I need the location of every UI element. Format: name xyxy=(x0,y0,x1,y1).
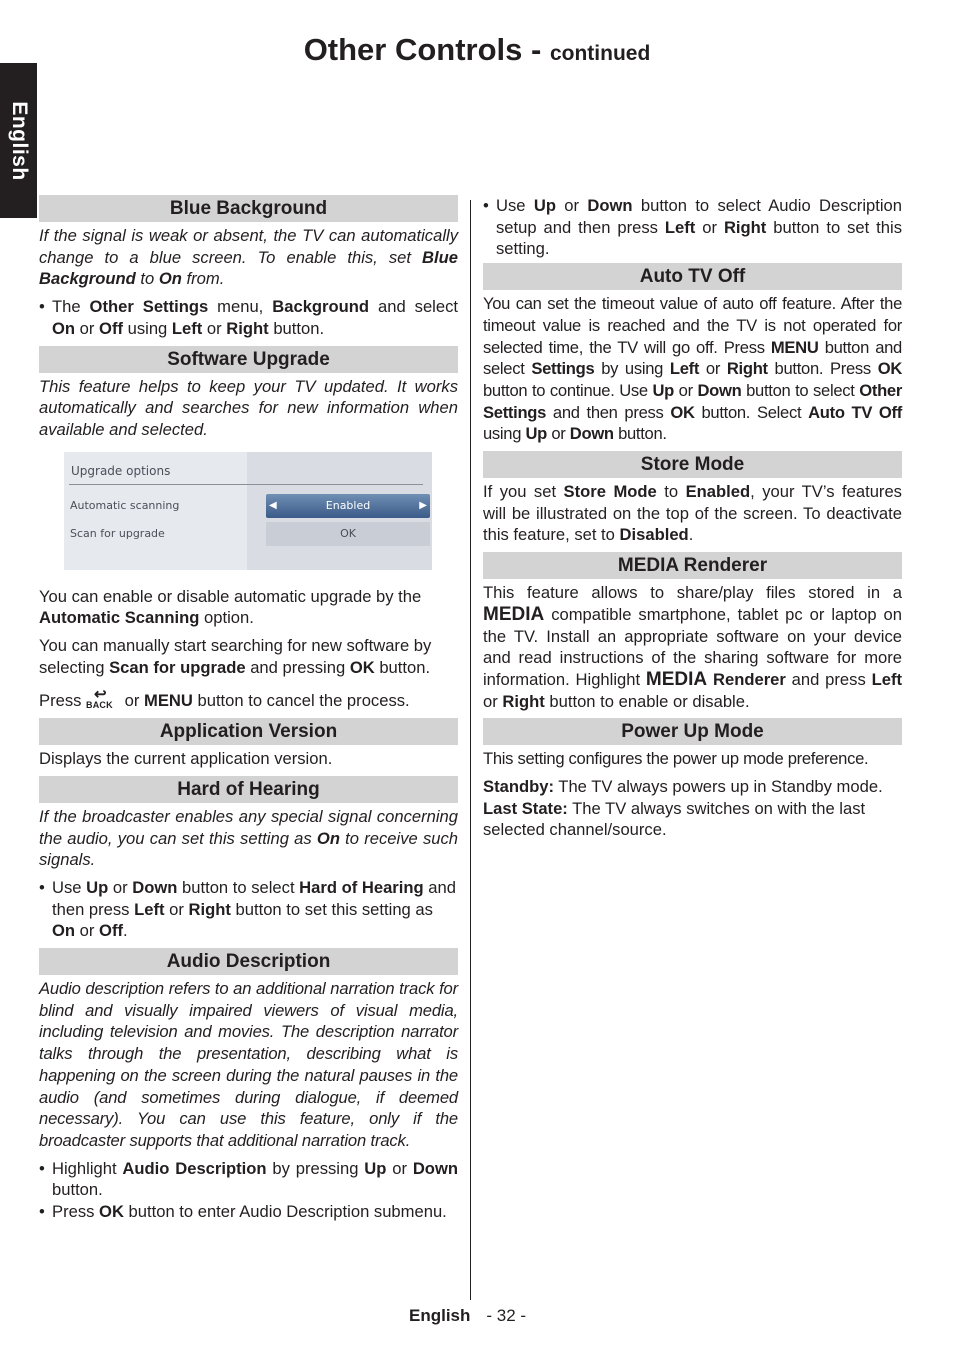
blue-background-bullet: • The Other Settings menu, Background and select On or Off using Left or Right button. xyxy=(39,296,458,339)
screenshot-enabled-selector: ◀ Enabled ▶ xyxy=(266,494,430,518)
store-mode-text: If you set Store Mode to Enabled, your TV’s features will be illustrated on the top of the screen. To deactivate this feature, set to Disabled. xyxy=(483,482,902,545)
screenshot-automatic-scanning-label: Automatic scanning xyxy=(70,498,180,512)
blue-background-intro: If the signal is weak or absent, the TV can automatically change to a blue screen. To enable this, set Blue Background to On from. xyxy=(39,226,458,289)
media-renderer-header: MEDIA Renderer xyxy=(483,552,902,579)
audio-description-bullet-ok: • Press OK button to enter Audio Description submenu. xyxy=(39,1201,458,1223)
screenshot-scan-for-upgrade-label: Scan for upgrade xyxy=(70,526,165,540)
auto-tv-off-text: You can set the timeout value of auto off feature. After the timeout value is reached and the TV is not operated for selected time, the TV will go off. Press MENU button and select Settings by using Left or Right button. Press OK button to continue. Use Up or Down button to select Other Settings and then press OK button. Select Auto TV Off using Up or Down button. xyxy=(483,294,903,444)
screenshot-divider xyxy=(69,484,423,485)
left-arrow-icon: ◀ xyxy=(269,499,277,511)
left-column xyxy=(39,195,458,1229)
audio-description-header: Audio Description xyxy=(39,948,458,975)
screenshot-title: Upgrade options xyxy=(71,463,171,478)
power-up-mode-options: Standby: The TV always powers up in Standby mode. Last State: The TV always switches on with the last selected channel/source. xyxy=(483,777,883,840)
audio-description-bullet-setup: • Use Up or Down button to select Audio Description setup and then press Left or Right button to set this setting. xyxy=(483,195,902,260)
page-number: - 32 - xyxy=(486,1306,527,1325)
hard-of-hearing-intro: If the broadcaster enables any special signal concerning the audio, you can set this setting as On to receive such signals. xyxy=(39,806,459,870)
auto-tv-off-header: Auto TV Off xyxy=(483,263,902,290)
power-up-mode-header: Power Up Mode xyxy=(483,718,902,745)
screenshot-ok-button: OK xyxy=(266,522,430,546)
media-renderer-text: This feature allows to share/play files stored in a MEDIA compatible smartphone, tablet pc or laptop on the TV. Install an appropriate software on your device and read instructions of the sharing software for more information. Highlight MEDIA Renderer and press Left or Right button to enable or disable. xyxy=(483,583,902,711)
blue-background-header: Blue Background xyxy=(39,195,458,222)
right-arrow-icon: ▶ xyxy=(419,499,427,511)
application-version-header: Application Version xyxy=(39,718,458,745)
store-mode-header: Store Mode xyxy=(483,451,902,478)
automatic-scanning-text: You can enable or disable automatic upgrade by the Automatic Scanning option. xyxy=(39,586,422,628)
page-title: Other Controls - continued xyxy=(303,32,651,67)
software-upgrade-header: Software Upgrade xyxy=(39,346,458,373)
audio-description-intro: Audio description refers to an additional narration track for blind and visually impaired viewers of visual media, including television and movies. The description narrator talks through the presentation, describing what is happening on the screen during the natural pauses in the audio (and sometimes during dialogue, if deemed necessary). You can use this feature, only if the broadcaster supports that additional narration track. xyxy=(39,979,458,1150)
hard-of-hearing-header: Hard of Hearing xyxy=(39,776,458,803)
page-footer: English - 32 - xyxy=(409,1306,527,1325)
scan-for-upgrade-text: You can manually start searching for new software by selecting Scan for upgrade and pressing OK button. xyxy=(39,636,432,677)
audio-description-bullet-highlight: • Highlight Audio Description by pressing Up or Down button. xyxy=(39,1158,458,1201)
upgrade-options-screenshot xyxy=(64,452,432,570)
column-divider xyxy=(470,200,471,1300)
back-icon: ↩ BACK xyxy=(86,686,113,711)
power-up-mode-text: This setting configures the power up mode preference. xyxy=(483,749,869,769)
application-version-text: Displays the current application version. xyxy=(39,749,333,769)
hard-of-hearing-bullet: • Use Up or Down button to select Hard of Hearing and then press Left or Right button to set this setting as On or Off. xyxy=(39,877,458,942)
cancel-process-text: Press ↩ BACK or MENU button to cancel the process. xyxy=(39,686,410,711)
software-upgrade-intro: This feature helps to keep your TV updated. It works automatically and searches for new information when available and selected. xyxy=(39,376,458,439)
right-column xyxy=(483,195,902,847)
language-side-tab: English xyxy=(0,63,37,218)
